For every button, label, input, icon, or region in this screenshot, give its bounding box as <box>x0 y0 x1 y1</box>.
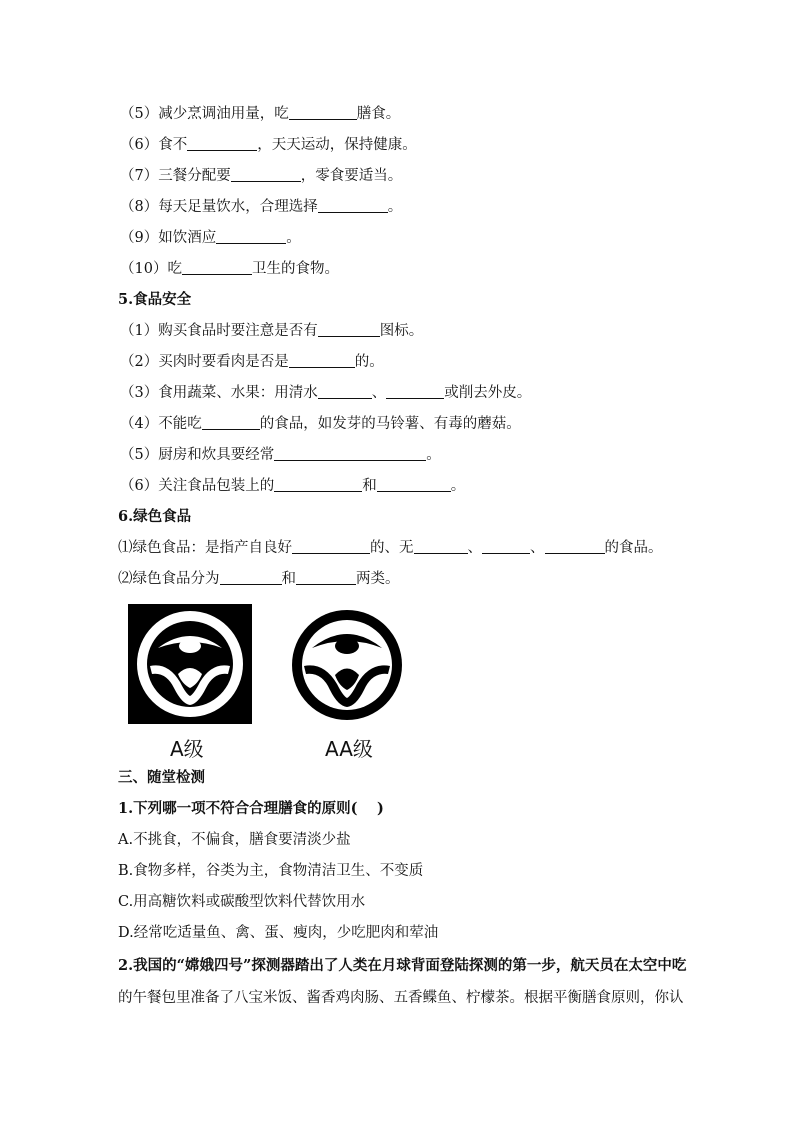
section5-item-5: （5）厨房和炊具要经常 。 <box>120 447 441 463</box>
answer-blank <box>274 476 362 492</box>
answer-blank <box>274 445 426 461</box>
question-2-line-1: 2.我国的“嫦娥四号”探测器踏出了人类在月球背面登陆探测的第一步，航天员在太空中吃 <box>118 957 687 974</box>
section4-item-7: （7）三餐分配要 ，零食要适当。 <box>120 168 403 184</box>
section5-item-4: （4）不能吃 的食品，如发芽的马铃薯、有毒的蘑菇。 <box>120 416 521 432</box>
green-food-logo-aa-icon <box>290 608 404 722</box>
section5-item-2: （2）买肉时要看肉是否是 的。 <box>120 354 384 370</box>
section4-item-6: （6）食不 ，天天运动，保持健康。 <box>120 137 417 153</box>
section4-item-9: （9）如饮酒应 。 <box>120 230 301 246</box>
question-1: 1.下列哪一项不符合合理膳食的原则( ) <box>118 800 384 817</box>
question-1-option-b: B.食物多样，谷类为主，食物清洁卫生、不变质 <box>118 863 424 879</box>
green-food-logo-a <box>128 604 252 724</box>
section5-item-6: （6）关注食品包装上的 和 。 <box>120 478 466 494</box>
question-2-line-2: 的午餐包里准备了八宝米饭、酱香鸡肉肠、五香鲽鱼、柠檬茶。根据平衡膳食原则，你认 <box>118 990 684 1006</box>
answer-blank <box>187 135 257 151</box>
answer-blank <box>289 352 355 368</box>
section3-heading: 三、随堂检测 <box>118 769 205 786</box>
section4-item-5: （5）减少烹调油用量，吃 膳食。 <box>120 106 401 122</box>
answer-blank <box>318 383 372 399</box>
answer-blank <box>318 197 388 213</box>
question-1-option-c: C.用高糖饮料或碳酸型饮料代替饮用水 <box>118 894 366 910</box>
answer-blank <box>202 414 260 430</box>
answer-blank <box>482 538 530 554</box>
answer-blank <box>545 538 605 554</box>
answer-blank <box>414 538 468 554</box>
question-1-option-d: D.经常吃适量鱼、禽、蛋、瘦肉，少吃肥肉和荤油 <box>118 925 439 941</box>
answer-blank <box>220 569 282 585</box>
answer-blank <box>377 476 451 492</box>
section5-item-1: （1）购买食品时要注意是否有 图标。 <box>120 323 424 339</box>
green-food-definition: ⑴绿色食品：是指产自良好 的、无 、 、 的食品。 <box>118 540 663 556</box>
section5-item-3: （3）食用蔬菜、水果：用清水 、 或削去外皮。 <box>120 385 532 401</box>
green-food-logo-a-icon <box>128 604 252 724</box>
green-food-logo-aa <box>290 608 404 722</box>
answer-blank <box>216 228 286 244</box>
logo-aa-label: AA级 <box>325 737 373 761</box>
answer-blank <box>386 383 444 399</box>
section5-heading: 5.食品安全 <box>118 291 192 308</box>
answer-blank <box>292 538 370 554</box>
answer-blank <box>289 104 357 120</box>
green-food-classes: ⑵绿色食品分为 和 两类。 <box>118 571 400 587</box>
section6-heading: 6.绿色食品 <box>118 508 192 525</box>
logo-a-label: A级 <box>170 737 204 761</box>
answer-blank <box>318 321 380 337</box>
answer-blank <box>231 166 301 182</box>
answer-blank <box>296 569 356 585</box>
answer-blank <box>182 259 252 275</box>
section4-item-10: （10）吃 卫生的食物。 <box>120 261 339 277</box>
question-1-option-a: A.不挑食，不偏食，膳食要清淡少盐 <box>118 832 351 848</box>
section4-item-8: （8）每天足量饮水，合理选择 。 <box>120 199 403 215</box>
